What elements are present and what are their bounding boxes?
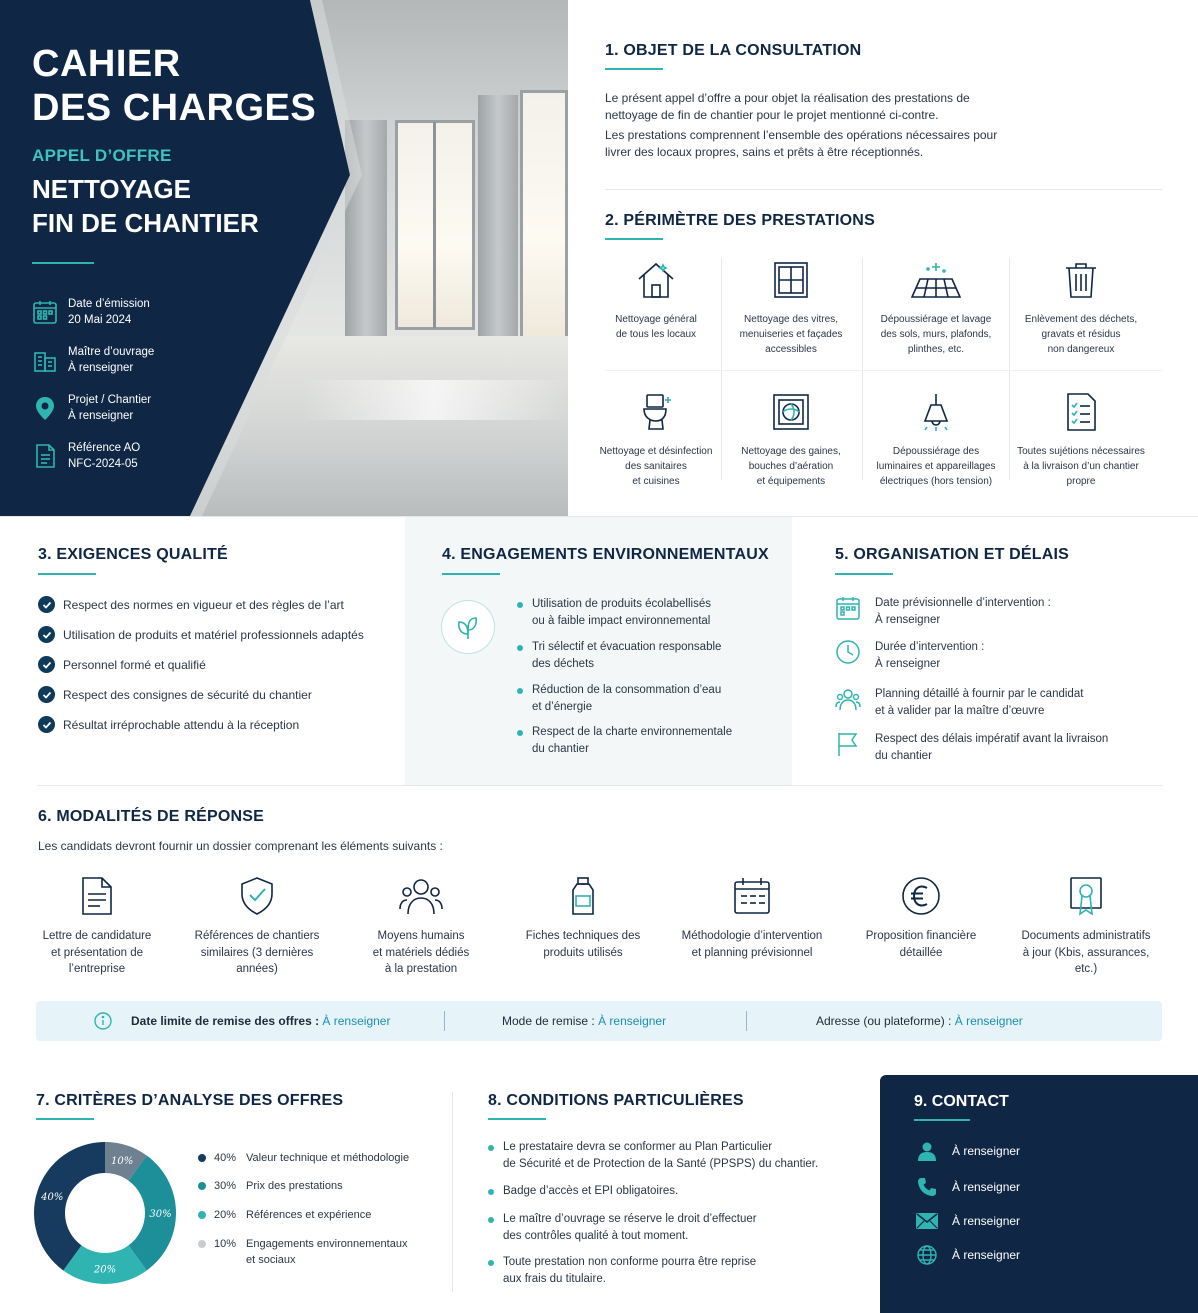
perimeter-item: Dépoussiérage des luminaires et appareillages électriques (hors tension) [867, 388, 1005, 489]
perimeter-item: Nettoyage général de tous les locaux [587, 256, 725, 342]
deliverable-item: Lettre de candidature et présentation de l’entreprise [22, 874, 172, 978]
condition-item: Toute prestation non conforme pourra être reprise aux frais du titulaire. [488, 1254, 756, 1287]
section-1-text: Le présent appel d’offre a pour objet la réalisation des prestations de nettoyage de fin de chantier pour le projet mentionné ci-contre. Les prestations comprennent l’ensemble des opérations nécessaires pour livrer des locaux propres, sains et prêts à être réceptionnés. [605, 91, 998, 159]
location-pin-icon [32, 395, 58, 421]
contact-panel [880, 1075, 1198, 1313]
divider [605, 189, 1162, 190]
meta-owner: Maître d’ouvrage À renseigner [32, 344, 272, 376]
env-item: Utilisation de produits écolabellisés ou à faible impact environnemental [517, 596, 711, 629]
donut-slice-label: 20% [93, 1264, 117, 1276]
check-icon [38, 626, 55, 643]
info-icon [94, 1012, 112, 1035]
deadline-info: Date limite de remise des offres : À renseigner [131, 1014, 391, 1028]
section-6-title: 6. MODALITÉS DE RÉPONSE [38, 808, 264, 825]
subtitle: NETTOYAGE FIN DE CHANTIER [32, 174, 259, 238]
contact-website: À renseigner [916, 1244, 1020, 1266]
deliverable-item: Références de chantiers similaires (3 dernières années) [182, 874, 332, 978]
section-4-rule [442, 573, 500, 575]
hero-divider [32, 262, 94, 264]
shield-check-icon [182, 874, 332, 918]
letter-icon [22, 874, 172, 918]
condition-item: Le prestataire devra se conformer au Plan Particulier de Sécurité et de Protection de la Santé (PPSPS) du chantier. [488, 1139, 818, 1172]
perimeter-item: Enlèvement des déchets, gravats et résidus non dangereux [1012, 256, 1150, 357]
section-7-rule [36, 1118, 94, 1120]
section-8-title: 8. CONDITIONS PARTICULIÈRES [488, 1092, 744, 1109]
grid-divider [1009, 258, 1010, 480]
meta-reference: Référence AO NFC-2024-05 [32, 440, 272, 472]
quality-item: Respect des consignes de sécurité du chantier [38, 686, 312, 703]
meta-project: Projet / Chantier À renseigner [32, 392, 272, 424]
person-icon [916, 1140, 938, 1162]
section-8-rule [488, 1118, 546, 1120]
document-icon [32, 443, 58, 469]
legend-item: 30% Prix des prestations [198, 1178, 343, 1194]
calendar-icon [835, 595, 861, 621]
section-3-title: 3. EXIGENCES QUALITÉ [38, 546, 228, 563]
quality-item: Résultat irréprochable attendu à la réception [38, 716, 299, 733]
env-item: Tri sélectif et évacuation responsable des déchets [517, 639, 721, 672]
perimeter-item: Dépoussiérage et lavage des sols, murs, plafonds, plinthes, etc. [867, 256, 1005, 357]
checklist-icon [1012, 388, 1150, 436]
delivery-mode-info: Mode de remise : À renseigner [502, 1014, 667, 1028]
house-icon [587, 256, 725, 304]
flag-icon [835, 731, 861, 757]
section-5-rule [835, 573, 893, 575]
contact-email: À renseigner [916, 1210, 1020, 1232]
donut-slice-label: 10% [111, 1156, 134, 1168]
team-icon [835, 686, 861, 712]
section-9-rule [914, 1119, 970, 1121]
quality-item: Utilisation de produits et matériel professionnels adaptés [38, 626, 364, 643]
globe-icon [916, 1244, 938, 1266]
check-icon [38, 716, 55, 733]
floor-tiles-icon [867, 256, 1005, 304]
section-1-rule [605, 68, 663, 70]
org-item: Planning détaillé à fournir par le candidat et à valider par la maître d’œuvre [835, 686, 1135, 719]
section-2-rule [605, 238, 663, 240]
check-icon [38, 656, 55, 673]
vent-icon [722, 388, 860, 436]
window-icon [722, 256, 860, 304]
condition-item: Badge d’accès et EPI obligatoires. [488, 1183, 678, 1200]
submission-info-bar [36, 1001, 1162, 1041]
criteria-donut-chart [30, 1138, 180, 1288]
page-title: CAHIER DES CHARGES [32, 43, 317, 129]
legend-item: 10% Engagements environnementaux et sociaux [198, 1236, 407, 1268]
info-separator [746, 1011, 747, 1031]
info-separator [444, 1011, 445, 1031]
quality-item: Respect des normes en vigueur et des règles de l’art [38, 596, 344, 613]
condition-item: Le maître d’ouvrage se réserve le droit d’effectuer des contrôles qualité à tout moment. [488, 1211, 757, 1244]
toilet-icon [587, 388, 725, 436]
section-9-title: 9. CONTACT [914, 1093, 1009, 1110]
phone-icon [916, 1176, 938, 1198]
mail-icon [916, 1210, 938, 1232]
deliverable-item: Documents administratifs à jour (Kbis, assurances, etc.) [1011, 874, 1161, 978]
perimeter-item: Nettoyage et désinfection des sanitaires et cuisines [587, 388, 725, 489]
section-2-title: 2. PÉRIMÈTRE DES PRESTATIONS [605, 212, 875, 229]
legend-item: 40% Valeur technique et méthodologie [198, 1150, 409, 1166]
trash-icon [1012, 256, 1150, 304]
address-info: Adresse (ou plateforme) : À renseigner [816, 1014, 1023, 1028]
contact-phone: À renseigner [916, 1176, 1020, 1198]
meta-date: Date d’émission 20 Mai 2024 [32, 296, 272, 328]
people-icon [346, 874, 496, 918]
env-item: Respect de la charte environnementale du chantier [517, 724, 732, 757]
deliverable-item: Moyens humains et matériels dédiés à la prestation [346, 874, 496, 978]
perimeter-item: Toutes sujétions nécessaires à la livraison d’un chantier propre [1012, 388, 1150, 489]
planning-icon [677, 874, 827, 918]
grid-divider [862, 258, 863, 480]
section-5-title: 5. ORGANISATION ET DÉLAIS [835, 546, 1070, 563]
org-item: Respect des délais impératif avant la livraison du chantier [835, 731, 1135, 764]
org-item: Date prévisionnelle d’intervention : À renseigner [835, 595, 1135, 628]
donut-slice-label: 40% [41, 1191, 64, 1203]
section-7-title: 7. CRITÈRES D’ANALYSE DES OFFRES [36, 1092, 344, 1109]
check-icon [38, 596, 55, 613]
bottle-icon [508, 874, 658, 918]
kicker: APPEL D’OFFRE [32, 146, 172, 165]
org-item: Durée d’intervention : À renseigner [835, 639, 1135, 672]
deliverable-item: Méthodologie d’intervention et planning prévisionnel [677, 874, 827, 961]
section-4-title: 4. ENGAGEMENTS ENVIRONNEMENTAUX [442, 546, 769, 563]
legend-item: 20% Références et expérience [198, 1207, 371, 1223]
check-icon [38, 686, 55, 703]
perimeter-item: Nettoyage des vitres, menuiseries et façades accessibles [722, 256, 860, 357]
calendar-icon [32, 299, 58, 325]
building-icon [32, 347, 58, 373]
deliverable-item: Fiches techniques des produits utilisés [508, 874, 658, 961]
section-3-rule [38, 573, 96, 575]
certificate-icon [1011, 874, 1161, 918]
grid-divider [605, 370, 1162, 371]
section-6-intro: Les candidats devront fournir un dossier comprenant les éléments suivants : [38, 839, 443, 853]
section-1-title: 1. OBJET DE LA CONSULTATION [605, 42, 862, 59]
hero-banner [0, 0, 568, 516]
lamp-icon [867, 388, 1005, 436]
env-item: Réduction de la consommation d’eau et d’énergie [517, 682, 721, 715]
quality-item: Personnel formé et qualifié [38, 656, 206, 673]
deliverable-item: Proposition financière détaillée [846, 874, 996, 961]
column-divider [452, 1092, 453, 1292]
euro-icon [846, 874, 996, 918]
divider [38, 785, 1162, 786]
clock-icon [835, 639, 861, 665]
donut-slice [34, 1142, 105, 1270]
leaf-icon [441, 600, 495, 654]
perimeter-item: Nettoyage des gaines, bouches d’aération et équipements [722, 388, 860, 489]
donut-slice-label: 30% [149, 1209, 172, 1220]
contact-person: À renseigner [916, 1140, 1020, 1162]
